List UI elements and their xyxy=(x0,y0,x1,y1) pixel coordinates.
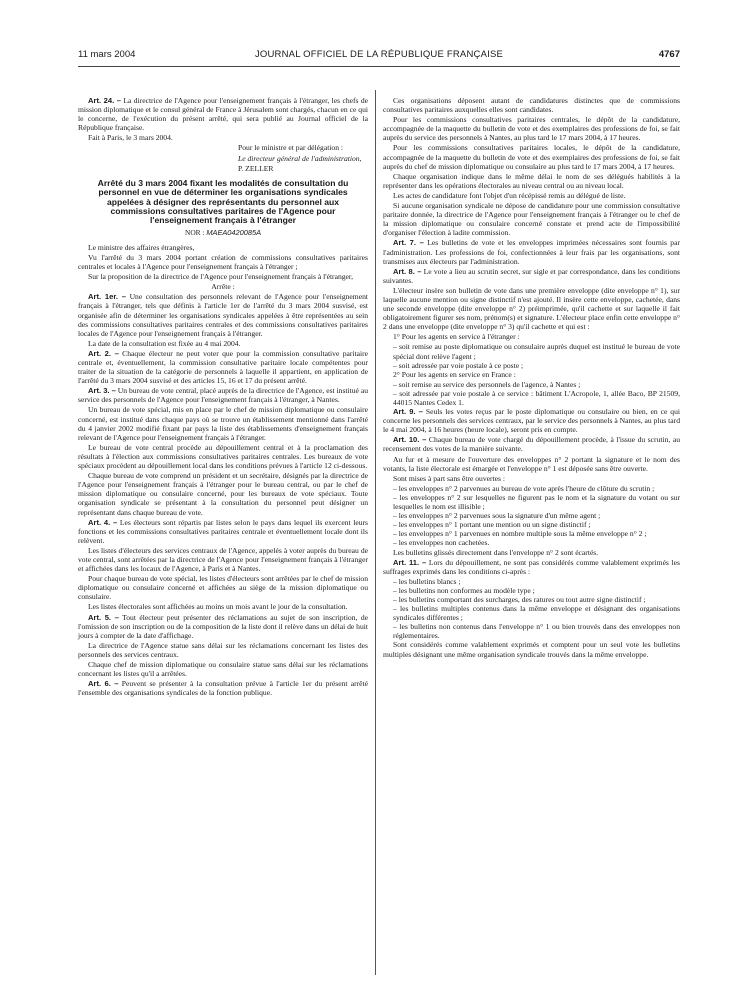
paragraph: Si aucune organisation syndicale ne dépose de candidature pour une commission consultative paritaire donnée, la directrice de l'Agence pour l'enseignement français à l'étranger ou le chef de la mission diplomatique ou consulaire concerné constate et prend acte de l'impossibilité d'organiser l'élection à ladite commission. xyxy=(383,201,680,238)
list xyxy=(383,577,680,641)
paragraph: Pour chaque bureau de vote spécial, les listes d'électeurs sont arrêtées par le chef de mission diplomatique ou consulaire concerné et affichées au siège de la mission diplomatique ou consulaire. xyxy=(78,574,368,602)
article-5: Art. 5. – Tout électeur peut présenter des réclamations au sujet de son inscription, de l'omission de son inscription ou de la composition de la liste dont il relève dans un délai de huit jours à compter de la date d'affichage. xyxy=(78,612,368,640)
list-item: – les enveloppes n° 2 parvenues sous la signature d'un même agent ; xyxy=(393,511,601,521)
paragraph: Les actes de candidature font l'objet d'un récépissé remis au délégué de liste. xyxy=(393,190,626,200)
list-item: – les bulletins non contenus dans l'enveloppe n° 1 ou bien trouvés dans des enveloppes non réglementaires. xyxy=(393,622,680,641)
paragraph: Le bureau de vote central procède au dépouillement central et à la proclamation des résultats à l'élection aux commissions consultatives paritaires centrales. Les bureaux de vote spéciaux procèdent au dépouillement local dans les conditions prévues à l'article 12 ci-dessous. xyxy=(78,442,368,471)
paragraph: Les bulletins glissés directement dans l'enveloppe n° 2 sont écartés. xyxy=(393,547,599,557)
paragraph: L'électeur insère son bulletin de vote dans une première enveloppe (dite enveloppe n° 1), sur laquelle aucune mention ou signe distinctif n'est ajouté. Il insère cette enveloppe, cachetée, dans une seconde enveloppe (dite enveloppe n° 2) préimprimée, qu'il cachette et sur laquelle il fait obligatoirement figurer ses nom, prénom(s) et signature. L'électeur place enfin cette enveloppe n° 2 dans une enveloppe (dite enveloppe n° 3) qu'il cachette et qui est : xyxy=(383,285,680,332)
page-header xyxy=(78,49,680,65)
paragraph: Sont mises à part sans être ouvertes : xyxy=(393,473,505,483)
signature-name: P. ZELLER xyxy=(238,163,274,173)
article-1: Art. 1er. – Une consultation des personnels relevant de l'Agence pour l'enseignement français à l'étranger, tels que définis à l'article 1er de l'arrêté du 3 mars 2004 susvisé, est organisée afin de déterminer les organisations syndicales appelées à être représentées au sein des commissions consultatives paritaires centrales et des commissions consultatives paritaires locales de l'Agence pour l'enseignement français à l'étranger. xyxy=(78,292,368,338)
nor-reference: NOR : MAEA0420085A xyxy=(184,227,262,237)
paragraph: La date de la consultation est fixée au 4 mai 2004. xyxy=(88,338,241,348)
list-item: – soit remise au service des personnels de l'agence, à Nantes ; xyxy=(393,379,581,389)
list-item: – les bulletins multiples contenus dans la même enveloppe et désignant des organisations syndicales différentes ; xyxy=(393,604,680,623)
paragraph: Chaque bureau de vote comprend un président et un secrétaire, désignés par la directrice de l'Agence pour l'enseignement français à l'étranger pour le bureau central, ou par le chef de mission diplomatique ou consulaire concerné, pour les bureaux de vote spéciaux. Toute organisation syndicale se présentant à la consultation du personnel peut désigner un représentant dans chaque bureau de vote. xyxy=(78,471,368,517)
paragraph: Pour les commissions consultatives paritaires centrales, le dépôt de la candidature, accompagnée de la maquette du bulletin de vote et des exemplaires des professions de foi, se fait auprès du service des personnels à Nantes, au plus tard le 17 mars 2004, à 17 heures. xyxy=(383,115,680,143)
done-at: Fait à Paris, le 3 mars 2004. xyxy=(88,133,173,143)
article-24: Art. 24. – La directrice de l'Agence pour l'enseignement français à l'étranger, les chefs de mission diplomatique et le consul général de France à Jérusalem sont chargés, chacun en ce qui le concerne, de l'exécution du présent arrêté, qui sera publié au Journal officiel de la République française. xyxy=(78,96,369,133)
list-item: – soit adressée par voie postale à ce poste ; xyxy=(393,360,524,370)
paragraph: Un bureau de vote spécial, mis en place par le chef de mission diplomatique ou consulaire concerné, est institué dans chaque pays où se trouve un établissement mentionné dans l'arrêté du 4 janvier 2002 modifié fixant par pays la liste des établissements d'enseignement français relevant de l'Agence pour l'enseignement français à l'étranger. xyxy=(78,405,368,442)
right-column xyxy=(383,96,680,976)
paragraph: La directrice de l'Agence statue sans délai sur les réclamations concernant les listes des personnels des services centraux. xyxy=(78,640,368,659)
list-item: – les enveloppes n° 2 sur lesquelles ne figurent pas le nom et la signature du votant ou sur lesquelles le nom est illisible ; xyxy=(393,492,680,512)
paragraph: Ces organisations déposent autant de candidatures distinctes que de commissions consultatives paritaires auxquelles elles sont candidates. xyxy=(383,96,680,115)
list-item: – les enveloppes n° 1 portant une mention ou un signe distinctif ; xyxy=(393,520,591,530)
paragraph: Chaque organisation indique dans le même délai le nom de ses délégués habilités à la représenter dans les opérations électorales au niveau central ou au niveau local. xyxy=(383,171,680,190)
article-10: Art. 10. – Chaque bureau de vote chargé du dépouillement procède, à l'issue du scrutin, au recensement des votes de la manière suivante. xyxy=(383,435,680,454)
page-number: 4767 xyxy=(658,49,680,60)
journal-title: JOURNAL OFFICIEL DE LA RÉPUBLIQUE FRANÇAISE xyxy=(254,49,504,60)
article-9: Art. 9. – Seuls les votes reçus par le poste diplomatique ou consulaire ou bien, en ce qui concerne les personnels des services centraux, par le service des personnels à Nantes, au plus tard le 4 mai 2004, à 16 heures (heure locale), seront pris en compte. xyxy=(383,407,681,435)
paragraph: Les listes électorales sont affichées au moins un mois avant le jour de la consultation. xyxy=(88,602,348,612)
list xyxy=(383,380,680,407)
header-date: 11 mars 2004 xyxy=(78,49,136,60)
list-item: 1° Pour les agents en service à l'étranger : xyxy=(393,332,520,342)
list-item: – les bulletins blancs ; xyxy=(393,576,461,586)
list-item: 2° Pour les agents en service en France : xyxy=(393,369,516,379)
list-item: – soit remise au poste diplomatique ou consulaire auprès duquel est institué le bureau de vote spécial dont relève l'agent ; xyxy=(393,342,680,361)
list-item: – les enveloppes non cachetées. xyxy=(393,538,490,548)
article-11: Art. 11. – Lors du dépouillement, ne sont pas considérés comme valablement exprimés les suffrages exprimés dans les conditions ci-après : xyxy=(383,557,680,576)
article-7: Art. 7. – Les bulletins de vote et les enveloppes imprimées nécessaires sont fournis par l'administration. Les professions de foi, confectionnées à leur frais par les organisations, sont transmises aux électeurs par l'administration. xyxy=(383,238,680,266)
list-item: – les enveloppes n° 1 parvenues en nombre multiple sous la même enveloppe n° 2 ; xyxy=(393,529,647,539)
article-2: Art. 2. – Chaque électeur ne peut voter que pour la commission consultative paritaire centrale et, éventuellement, la commission consultative paritaire locale compétentes pour traiter de la situation de la catégorie de personnels à laquelle il appartient, en application de l'arrêté du 3 mars 2004 susvisé et des articles 15, 16 et 17 du présent arrêté. xyxy=(78,348,368,386)
signature-line-2: Le directeur général de l'administration, xyxy=(238,153,362,163)
paragraph: Au fur et à mesure de l'ouverture des enveloppes n° 2 portant la signature et le nom des votants, la liste électorale est émargée et l'enveloppe n° 1 est déposée sans être ouverte. xyxy=(383,454,680,473)
left-column xyxy=(78,96,368,976)
column-divider xyxy=(375,90,376,975)
article-3: Art. 3. – Un bureau de vote central, placé auprès de la directrice de l'Agence, est institué au service des personnels de l'Agence pour l'enseignement français à l'étranger, à Nantes. xyxy=(78,386,368,405)
list xyxy=(383,342,680,369)
paragraph: Chaque chef de mission diplomatique ou consulaire statue sans délai sur les réclamations concernant les listes qu'il a arrêtées. xyxy=(78,660,368,679)
list-item: – les bulletins non conformes au modèle type ; xyxy=(393,585,535,595)
paragraph: Sur la proposition de la directrice de l'Agence pour l'enseignement français à l'étranger, xyxy=(88,272,354,282)
arrete-title: Arrêté du 3 mars 2004 fixant les modalités de consultation du personnel en vue de déterminer les organisations syndicales appelées à désigner des représentants du personnel aux commissions consultatives paritaires de l'Agence pour l'enseignement français à l'étranger xyxy=(97,177,349,226)
list-item: – soit adressée par voie postale à ce service : bâtiment L'Acropole, 1, allée Baco, BP 21509, 44015 Nantes Cedex 1. xyxy=(393,388,680,407)
paragraph: Les listes d'électeurs des services centraux de l'Agence, appelés à voter auprès du bureau de vote central, sont arrêtées par la directrice de l'Agence pour l'enseignement français à l'étranger et affichées dans les locaux de l'Agence, à Paris et à Nantes. xyxy=(78,545,368,574)
paragraph: Pour les commissions consultatives paritaires locales, le dépôt de la candidature, accompagnée de la maquette du bulletin de vote et des exemplaires des professions de foi, se fait auprès du chef de mission diplomatique ou consulaire au plus tard le 17 mars 2004, à 17 heures. xyxy=(383,143,680,171)
paragraph: Sont considérés comme valablement exprimés et comptent pour un seul vote les bulletins multiples désignant une même organisation syndicale trouvés dans la même enveloppe. xyxy=(383,640,680,659)
paragraph: Vu l'arrêté du 3 mars 2004 portant création de commissions consultatives paritaires centrales et locales à l'Agence pour l'enseignement français à l'étranger ; xyxy=(78,252,368,272)
article-8: Art. 8. – Le vote a lieu au scrutin secret, sur sigle et par correspondance, dans les conditions suivantes. xyxy=(383,266,680,285)
arrete-heading: Arrête : xyxy=(211,282,235,292)
article-4: Art. 4. – Les électeurs sont répartis par listes selon le pays dans lequel ils exercent leurs fonctions et les commissions consultatives paritaires centrale et éventuellement locale dont ils relèvent. xyxy=(78,517,368,545)
signature-line-1: Pour le ministre et par délégation : xyxy=(238,143,344,153)
list-item: – les bulletins comportant des surcharges, des ratures ou tout autre signe distinctif ; xyxy=(393,594,646,604)
list xyxy=(383,484,680,548)
list-item: – les enveloppes n° 2 parvenues au bureau de vote après l'heure de clôture du scrutin ; xyxy=(393,483,655,493)
article-6: Art. 6. – Peuvent se présenter à la consultation prévue à l'article 1er du présent arrêté l'ensemble des organisations syndicales de la fonction publique. xyxy=(78,679,368,698)
header-rule xyxy=(78,66,680,67)
paragraph: Le ministre des affaires étrangères, xyxy=(88,242,195,252)
